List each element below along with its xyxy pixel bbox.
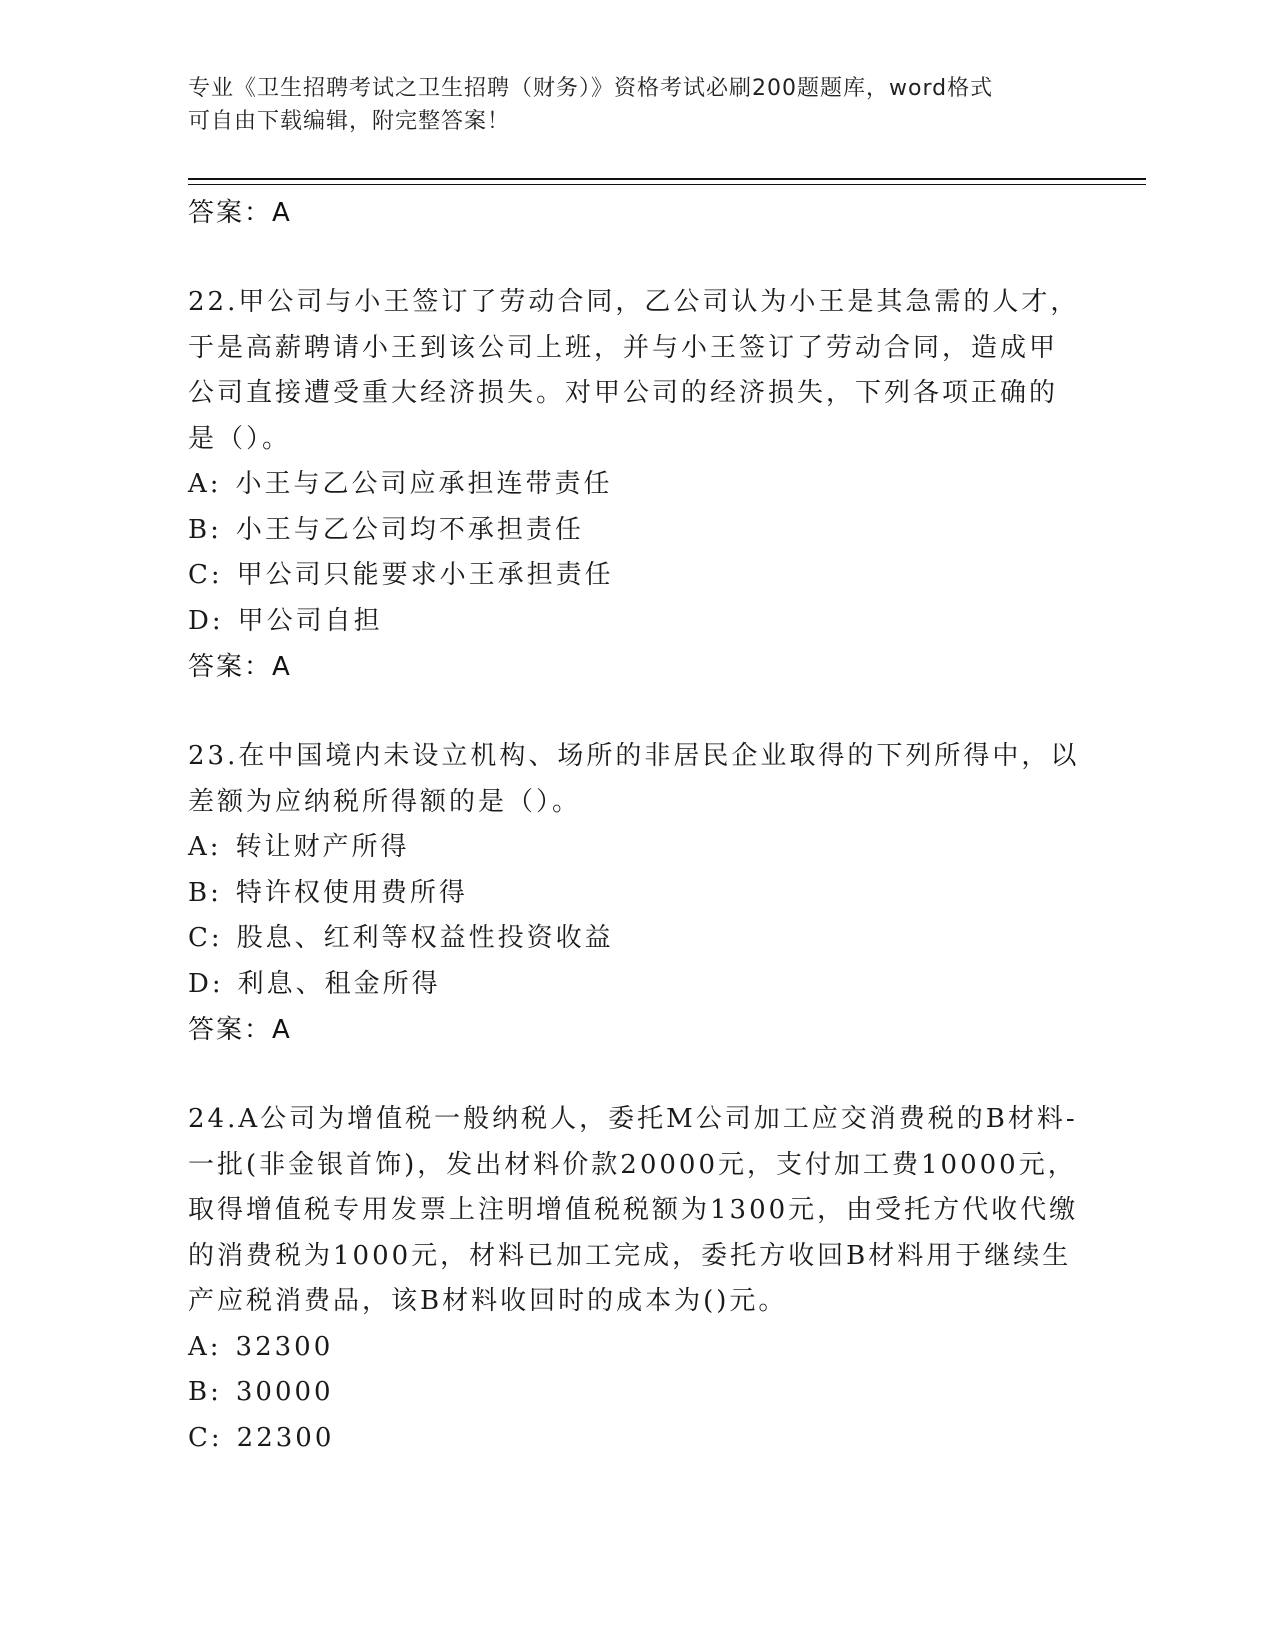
document-body: [188, 186, 1088, 1461]
option-separator: :: [211, 968, 224, 999]
question-block: [188, 734, 1088, 1053]
option-text: 利息、租金所得: [237, 968, 441, 999]
option-separator: :: [209, 1331, 222, 1362]
option-a: [188, 462, 1088, 508]
option-c: [188, 916, 1088, 962]
option-letter: D: [188, 605, 212, 636]
option-text: 特许权使用费所得: [235, 877, 468, 908]
header-line-2: 可自由下载编辑，附完整答案！: [188, 109, 511, 134]
option-letter: A: [188, 832, 210, 862]
option-c: [188, 1416, 1088, 1462]
option-letter: A: [188, 1331, 210, 1362]
answer-line: 答案：A: [188, 1015, 292, 1045]
option-text: 甲公司只能要求小王承担责任: [236, 560, 614, 590]
option-letter: B: [188, 877, 211, 908]
question-text: 24.A公司为增值税一般纳税人，委托M公司加工应交消费税的B材料- 一批(非金银首饰)，发出材料价款20000元，支付加工费10000元， 取得增值税专用发票上注明增值税税额为1300元，由受托方代收代缴 的消费税为1000元，材料已加工完成，委托方收回B材料用于继续生 产应税消费品，该B材料收回时的成本为()元。: [188, 1104, 1079, 1316]
header-divider-thin: [188, 184, 1146, 185]
option-text: 30000: [235, 1377, 334, 1407]
option-b: [188, 508, 1088, 554]
header-line-1: 专业《卫生招聘考试之卫生招聘（财务）》资格考试必刷200题题库，word格式: [188, 76, 994, 101]
option-text: 甲公司自担: [237, 605, 383, 636]
option-letter: C: [188, 1422, 211, 1453]
option-b: [188, 871, 1088, 917]
option-d: [188, 599, 1088, 645]
header-divider-thick: [188, 178, 1146, 180]
option-text: 小王与乙公司均不承担责任: [235, 514, 584, 545]
option-separator: :: [211, 605, 224, 636]
document-header: [188, 72, 1068, 138]
option-text: 22300: [236, 1422, 335, 1453]
option-separator: :: [210, 877, 222, 908]
question-block: [188, 280, 1088, 690]
option-a: [188, 1325, 1088, 1371]
question-text: 22.甲公司与小王签订了劳动合同，乙公司认为小王是其急需的人才， 于是高薪聘请小王到该公司上班，并与小王签订了劳动合同，造成甲 公司直接遭受重大经济损失。对甲公司的经济损失，下列各项正确的 是（）。: [188, 287, 1080, 454]
option-separator: :: [210, 923, 223, 953]
option-d: [188, 962, 1088, 1008]
answer-line: 答案：A: [188, 652, 292, 682]
option-text: 转让财产所得: [235, 832, 410, 862]
option-letter: A: [188, 469, 210, 499]
option-separator: :: [210, 514, 222, 545]
option-separator: :: [209, 832, 222, 862]
option-text: 股息、红利等权益性投资收益: [236, 923, 614, 953]
option-text: 32300: [235, 1331, 334, 1362]
option-c: [188, 553, 1088, 599]
question-text: 23.在中国境内未设立机构、场所的非居民企业取得的下列所得中，以 差额为应纳税所得额的是（）。: [188, 741, 1080, 817]
option-letter: C: [188, 923, 211, 953]
question-block: [188, 1097, 1088, 1461]
option-b: [188, 1370, 1088, 1416]
option-separator: :: [210, 1377, 222, 1407]
option-separator: :: [209, 469, 222, 499]
option-separator: :: [210, 560, 223, 590]
option-letter: B: [188, 1377, 211, 1407]
answer-line: 答案：A: [188, 198, 292, 228]
option-separator: :: [210, 1422, 223, 1453]
option-text: 小王与乙公司应承担连带责任: [235, 469, 613, 499]
option-letter: D: [188, 968, 212, 999]
option-letter: C: [188, 560, 211, 590]
option-a: [188, 825, 1088, 871]
option-letter: B: [188, 514, 211, 545]
